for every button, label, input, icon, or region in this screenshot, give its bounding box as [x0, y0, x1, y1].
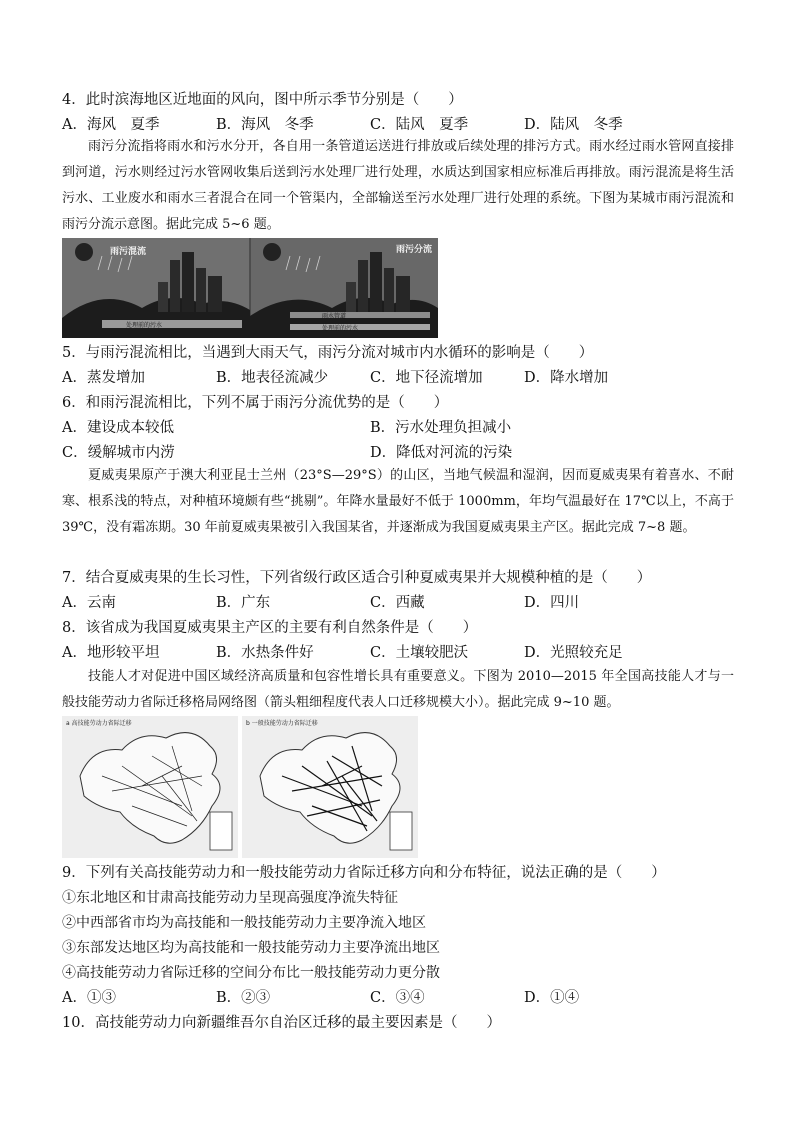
passage-rain-sewage: 雨污分流指将雨水和污水分开，各自用一条管道运送进行排放或后续处理的排污方式。雨水经过雨水管网直接排到河道，污水则经过污水管网收集后送到污水处理厂进行处理，水质达到国家相应标准后再排放。雨污混流是将生活污水、工业废水和雨水三者混合在同一个管渠内，全部输送至污水处理厂进行处理的系统。下图为某城市雨污混流和雨污分流示意图。据此完成 5~6 题。	[62, 139, 734, 232]
q9-option-d: D．①④	[524, 990, 580, 1006]
q4-option-b: B．海风 冬季	[216, 117, 314, 133]
q9-statement-2: ②中西部省市均为高技能和一般技能劳动力主要净流入地区	[62, 915, 426, 931]
q9-option-b: B．②③	[216, 990, 271, 1006]
passage-labor-migration: 技能人才对促进中国区域经济高质量和包容性增长具有重要意义。下图为 2010—2015 年全国高技能人才与一般技能劳动力省际迁移格局网络图（箭头粗细程度代表人口迁移规模大小）。据此完成 9~10 题。	[62, 669, 734, 710]
figure-rain-sewage-diagram	[62, 238, 438, 338]
q9-option-a: A．①③	[62, 990, 116, 1006]
question-8-stem: 8．该省成为我国夏威夷果主产区的主要有利自然条件是（ ）	[62, 620, 478, 636]
label-combined-system: 雨污混流	[110, 247, 147, 257]
q4-option-c: C．陆风 夏季	[370, 117, 469, 133]
label-map-high-skill: a 高技能劳动力省际迁移	[66, 720, 132, 727]
question-4-stem: 4．此时滨海地区近地面的风向，图中所示季节分别是（ ）	[62, 92, 463, 108]
question-7-stem: 7．结合夏威夷果的生长习性，下列省级行政区适合引种夏威夷果并大规模种植的是（ ）	[62, 570, 652, 586]
q5-option-a: A．蒸发增加	[62, 370, 145, 386]
q8-option-b: B．水热条件好	[216, 645, 314, 661]
q9-option-c: C．③④	[370, 990, 425, 1006]
q5-option-d: D．降水增加	[524, 370, 609, 386]
question-5-stem: 5．与雨污混流相比，当遇到大雨天气，雨污分流对城市内水循环的影响是（ ）	[62, 345, 594, 361]
q5-option-c: C．地下径流增加	[370, 370, 483, 386]
label-right-pipe-top: 雨水管道	[322, 313, 347, 320]
q8-option-c: C．土壤较肥沃	[370, 645, 469, 661]
label-separate-system: 雨污分流	[396, 245, 433, 255]
q5-option-b: B．地表径流减少	[216, 370, 329, 386]
q6-option-b: B．污水处理负担减小	[370, 420, 512, 436]
q8-option-d: D．光照较充足	[524, 645, 623, 661]
label-right-pipe-bottom: 处理前的污水	[322, 325, 359, 332]
q6-option-c: C．缓解城市内涝	[62, 445, 175, 461]
question-9-stem: 9．下列有关高技能劳动力和一般技能劳动力省际迁移方向和分布特征，说法正确的是（ ）	[62, 865, 666, 881]
q7-option-b: B．广东	[216, 595, 271, 611]
figure-migration-maps	[62, 716, 418, 858]
q7-option-d: D．四川	[524, 595, 580, 611]
q9-statement-4: ④高技能劳动力省际迁移的空间分布比一般技能劳动力更分散	[62, 965, 440, 981]
china-migration-maps	[62, 716, 418, 858]
label-map-general-skill: b 一般技能劳动力省际迁移	[246, 720, 318, 727]
q4-option-a: A．海风 夏季	[62, 117, 160, 133]
q6-option-d: D．降低对河流的污染	[370, 445, 513, 461]
q7-option-c: C．西藏	[370, 595, 425, 611]
question-6-stem: 6．和雨污混流相比，下列不属于雨污分流优势的是（ ）	[62, 395, 449, 411]
label-left-pipe: 处理前的污水	[126, 322, 163, 329]
q6-option-a: A．建设成本较低	[62, 420, 174, 436]
question-10-stem: 10．高技能劳动力向新疆维吾尔自治区迁移的最主要因素是（ ）	[62, 1015, 501, 1031]
q8-option-a: A．地形较平坦	[62, 645, 160, 661]
q9-statement-1: ①东北地区和甘肃高技能劳动力呈现高强度净流失特征	[62, 890, 398, 906]
passage-macadamia: 夏威夷果原产于澳大利亚昆士兰州（23°S—29°S）的山区，当地气候温和湿润，因而夏威夷果有着喜水、不耐寒、根系浅的特点，对种植环境颇有些“挑剔”。年降水量最好不低于 1000mm，年均气温最好在 17℃以上，不高于 39℃，没有霜冻期。30 年前夏威夷果被引入我国某省，并逐渐成为我国夏威夷果主产区。据此完成 7~8 题。	[62, 468, 734, 535]
q9-statement-3: ③东部发达地区均为高技能和一般技能劳动力主要净流出地区	[62, 940, 440, 956]
q7-option-a: A．云南	[62, 595, 116, 611]
q4-option-d: D．陆风 冬季	[524, 117, 623, 133]
